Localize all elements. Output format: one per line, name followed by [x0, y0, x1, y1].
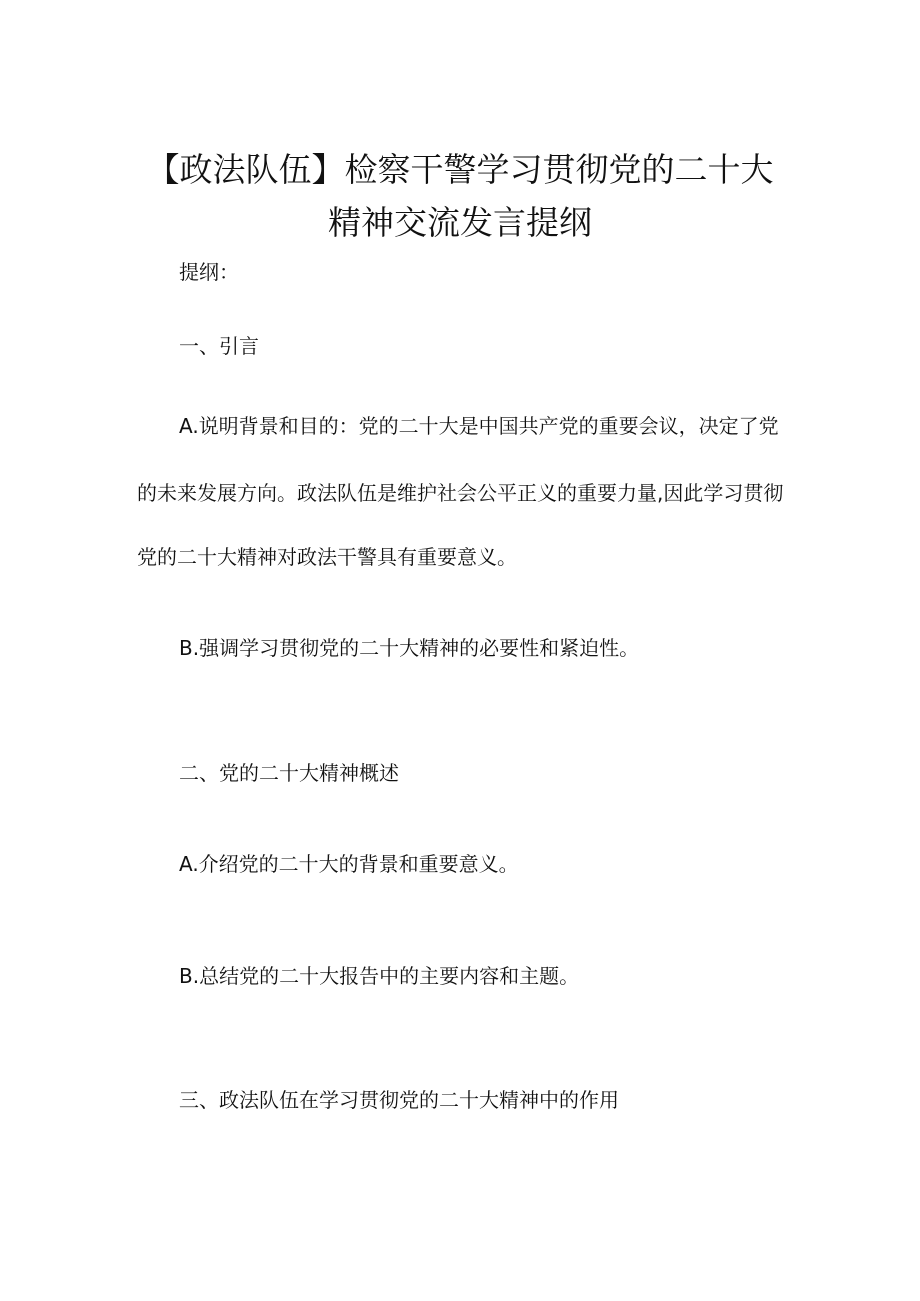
- section3-heading: 三、政法队伍在学习贯彻党的二十大精神中的作用: [179, 1088, 619, 1112]
- section1-item-a-line2: 的未来发展方向。政法队伍是维护社会公平正义的重要力量,因此学习贯彻: [137, 481, 784, 505]
- section1-item-a-line3: 党的二十大精神对政法干警具有重要意义。: [137, 545, 517, 569]
- section2-item-b: B.总结党的二十大报告中的主要内容和主题。: [179, 964, 580, 988]
- document-title-line1: 【政法队伍】检察干警学习贯彻党的二十大: [146, 150, 774, 190]
- outline-label: 提纲：: [179, 260, 239, 284]
- section2-item-a: A.介绍党的二十大的背景和重要意义。: [179, 852, 519, 876]
- section1-item-a-line1: A.说明背景和目的：党的二十大是中国共产党的重要会议，决定了党: [179, 414, 779, 438]
- document-title-line2: 精神交流发言提纲: [328, 203, 592, 243]
- section1-item-b: B.强调学习贯彻党的二十大精神的必要性和紧迫性。: [179, 636, 640, 660]
- section2-heading: 二、党的二十大精神概述: [179, 761, 399, 785]
- section1-heading: 一、引言: [179, 334, 259, 358]
